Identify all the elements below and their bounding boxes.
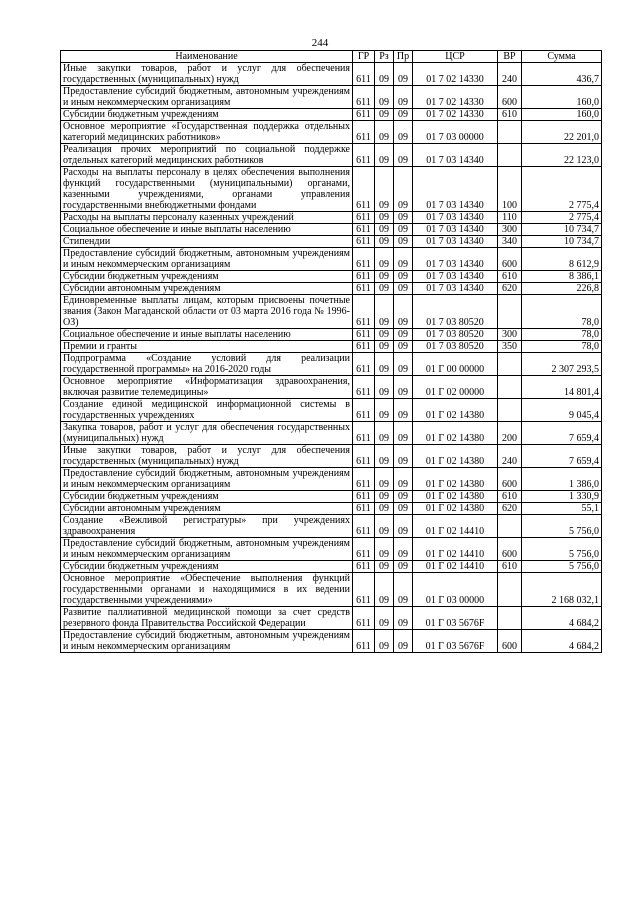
cell-vr: 610 bbox=[498, 561, 522, 573]
cell-name: Реализация прочих мероприятий по социальной поддержке отдельных категорий медицинских работников bbox=[61, 144, 353, 167]
cell-vr: 610 bbox=[498, 109, 522, 121]
cell-gr: 611 bbox=[353, 283, 375, 295]
cell-sum: 4 684,2 bbox=[522, 630, 602, 653]
cell-sum: 2 307 293,5 bbox=[522, 353, 602, 376]
cell-name: Субсидии автономным учреждениям bbox=[61, 503, 353, 515]
cell-rz: 09 bbox=[375, 121, 394, 144]
cell-pr: 09 bbox=[394, 236, 413, 248]
cell-sum: 22 201,0 bbox=[522, 121, 602, 144]
table-row bbox=[61, 63, 602, 86]
table-row bbox=[61, 630, 602, 653]
cell-gr: 611 bbox=[353, 573, 375, 607]
cell-vr: 300 bbox=[498, 329, 522, 341]
cell-gr: 611 bbox=[353, 167, 375, 212]
cell-csr: 01 Г 02 14380 bbox=[413, 422, 498, 445]
cell-gr: 611 bbox=[353, 329, 375, 341]
cell-pr: 09 bbox=[394, 445, 413, 468]
cell-vr: 610 bbox=[498, 271, 522, 283]
cell-pr: 09 bbox=[394, 63, 413, 86]
cell-gr: 611 bbox=[353, 630, 375, 653]
table-row bbox=[61, 399, 602, 422]
cell-csr: 01 Г 02 14410 bbox=[413, 538, 498, 561]
cell-rz: 09 bbox=[375, 503, 394, 515]
cell-name: Иные закупки товаров, работ и услуг для обеспечения государственных (муниципальных) нужд bbox=[61, 445, 353, 468]
cell-sum: 1 330,9 bbox=[522, 491, 602, 503]
table-row bbox=[61, 607, 602, 630]
cell-rz: 09 bbox=[375, 491, 394, 503]
page-number: 244 bbox=[311, 37, 329, 49]
cell-gr: 611 bbox=[353, 468, 375, 491]
column-header-sum: Сумма bbox=[522, 51, 602, 63]
cell-vr: 600 bbox=[498, 630, 522, 653]
table-row bbox=[61, 468, 602, 491]
table-row bbox=[61, 561, 602, 573]
cell-rz: 09 bbox=[375, 109, 394, 121]
table-row bbox=[61, 86, 602, 109]
cell-rz: 09 bbox=[375, 144, 394, 167]
cell-sum: 78,0 bbox=[522, 329, 602, 341]
cell-gr: 611 bbox=[353, 109, 375, 121]
cell-vr bbox=[498, 515, 522, 538]
cell-pr: 09 bbox=[394, 212, 413, 224]
cell-sum: 5 756,0 bbox=[522, 561, 602, 573]
cell-pr: 09 bbox=[394, 224, 413, 236]
cell-csr: 01 7 02 14330 bbox=[413, 109, 498, 121]
cell-vr bbox=[498, 399, 522, 422]
cell-rz: 09 bbox=[375, 224, 394, 236]
table-row bbox=[61, 167, 602, 212]
cell-vr bbox=[498, 144, 522, 167]
cell-name: Субсидии бюджетным учреждениям bbox=[61, 109, 353, 121]
cell-sum: 8 386,1 bbox=[522, 271, 602, 283]
cell-rz: 09 bbox=[375, 212, 394, 224]
cell-gr: 611 bbox=[353, 607, 375, 630]
cell-rz: 09 bbox=[375, 573, 394, 607]
cell-name: Развитие паллиативной медицинской помощи за счет средств резервного фонда Правительства Российской Федерации bbox=[61, 607, 353, 630]
column-header-pr: Пр bbox=[394, 51, 413, 63]
cell-rz: 09 bbox=[375, 422, 394, 445]
cell-name: Единовременные выплаты лицам, которым присвоены почетные звания (Закон Магаданской области от 03 марта 2016 года № 1996-ОЗ) bbox=[61, 295, 353, 329]
cell-csr: 01 7 03 14340 bbox=[413, 212, 498, 224]
cell-vr: 620 bbox=[498, 283, 522, 295]
table-row bbox=[61, 236, 602, 248]
table-row bbox=[61, 515, 602, 538]
cell-pr: 09 bbox=[394, 503, 413, 515]
cell-sum: 4 684,2 bbox=[522, 607, 602, 630]
cell-name: Субсидии бюджетным учреждениям bbox=[61, 561, 353, 573]
cell-vr bbox=[498, 607, 522, 630]
cell-pr: 09 bbox=[394, 271, 413, 283]
cell-sum: 14 801,4 bbox=[522, 376, 602, 399]
budget-table bbox=[60, 50, 602, 653]
cell-pr: 09 bbox=[394, 295, 413, 329]
cell-rz: 09 bbox=[375, 236, 394, 248]
table-header-row bbox=[61, 51, 602, 63]
cell-rz: 09 bbox=[375, 167, 394, 212]
cell-gr: 611 bbox=[353, 376, 375, 399]
cell-csr: 01 7 03 80520 bbox=[413, 329, 498, 341]
cell-pr: 09 bbox=[394, 468, 413, 491]
cell-vr: 350 bbox=[498, 341, 522, 353]
cell-sum: 160,0 bbox=[522, 86, 602, 109]
cell-gr: 611 bbox=[353, 491, 375, 503]
cell-pr: 09 bbox=[394, 515, 413, 538]
table-row bbox=[61, 121, 602, 144]
cell-name: Основное мероприятие «Государственная поддержка отдельных категорий медицинских работников» bbox=[61, 121, 353, 144]
table-row bbox=[61, 491, 602, 503]
cell-pr: 09 bbox=[394, 607, 413, 630]
cell-rz: 09 bbox=[375, 63, 394, 86]
cell-vr bbox=[498, 376, 522, 399]
cell-csr: 01 Г 02 14380 bbox=[413, 445, 498, 468]
cell-gr: 611 bbox=[353, 561, 375, 573]
cell-sum: 78,0 bbox=[522, 295, 602, 329]
cell-vr: 240 bbox=[498, 445, 522, 468]
cell-sum: 9 045,4 bbox=[522, 399, 602, 422]
cell-sum: 8 612,9 bbox=[522, 248, 602, 271]
cell-pr: 09 bbox=[394, 538, 413, 561]
cell-csr: 01 7 03 14340 bbox=[413, 167, 498, 212]
cell-rz: 09 bbox=[375, 561, 394, 573]
cell-name: Субсидии бюджетным учреждениям bbox=[61, 271, 353, 283]
cell-gr: 611 bbox=[353, 236, 375, 248]
cell-sum: 1 386,0 bbox=[522, 468, 602, 491]
cell-name: Предоставление субсидий бюджетным, автономным учреждениям и иным некоммерческим организациям bbox=[61, 630, 353, 653]
cell-rz: 09 bbox=[375, 341, 394, 353]
cell-name: Предоставление субсидий бюджетным, автономным учреждениям и иным некоммерческим организациям bbox=[61, 538, 353, 561]
cell-pr: 09 bbox=[394, 491, 413, 503]
cell-pr: 09 bbox=[394, 109, 413, 121]
cell-vr: 600 bbox=[498, 468, 522, 491]
cell-gr: 611 bbox=[353, 248, 375, 271]
cell-csr: 01 Г 00 00000 bbox=[413, 353, 498, 376]
cell-csr: 01 Г 02 14410 bbox=[413, 515, 498, 538]
cell-rz: 09 bbox=[375, 607, 394, 630]
cell-csr: 01 Г 02 14380 bbox=[413, 468, 498, 491]
cell-rz: 09 bbox=[375, 283, 394, 295]
cell-gr: 611 bbox=[353, 212, 375, 224]
column-header-name: Наименование bbox=[61, 51, 353, 63]
cell-gr: 611 bbox=[353, 445, 375, 468]
column-header-gr: ГР bbox=[353, 51, 375, 63]
cell-name: Социальное обеспечение и иные выплаты населению bbox=[61, 329, 353, 341]
cell-rz: 09 bbox=[375, 515, 394, 538]
cell-pr: 09 bbox=[394, 573, 413, 607]
cell-sum: 10 734,7 bbox=[522, 236, 602, 248]
table-row bbox=[61, 422, 602, 445]
cell-sum: 2 775,4 bbox=[522, 167, 602, 212]
table-row bbox=[61, 248, 602, 271]
column-header-vr: ВР bbox=[498, 51, 522, 63]
cell-gr: 611 bbox=[353, 121, 375, 144]
cell-pr: 09 bbox=[394, 86, 413, 109]
cell-csr: 01 Г 02 14380 bbox=[413, 503, 498, 515]
cell-name: Закупка товаров, работ и услуг для обеспечения государственных (муниципальных) нужд bbox=[61, 422, 353, 445]
cell-vr bbox=[498, 295, 522, 329]
cell-name: Стипендии bbox=[61, 236, 353, 248]
cell-name: Расходы на выплаты персоналу казенных учреждений bbox=[61, 212, 353, 224]
cell-vr: 600 bbox=[498, 538, 522, 561]
table-row bbox=[61, 295, 602, 329]
cell-sum: 22 123,0 bbox=[522, 144, 602, 167]
cell-gr: 611 bbox=[353, 63, 375, 86]
table-row bbox=[61, 283, 602, 295]
cell-sum: 7 659,4 bbox=[522, 445, 602, 468]
table-row bbox=[61, 573, 602, 607]
table-row bbox=[61, 341, 602, 353]
cell-gr: 611 bbox=[353, 144, 375, 167]
cell-gr: 611 bbox=[353, 422, 375, 445]
cell-name: Создание «Вежливой регистратуры» при учреждениях здравоохранения bbox=[61, 515, 353, 538]
column-header-csr: ЦСР bbox=[413, 51, 498, 63]
cell-gr: 611 bbox=[353, 224, 375, 236]
cell-sum: 5 756,0 bbox=[522, 515, 602, 538]
cell-pr: 09 bbox=[394, 341, 413, 353]
cell-vr: 300 bbox=[498, 224, 522, 236]
cell-vr: 620 bbox=[498, 503, 522, 515]
cell-csr: 01 Г 02 14380 bbox=[413, 399, 498, 422]
cell-csr: 01 7 03 14340 bbox=[413, 144, 498, 167]
cell-pr: 09 bbox=[394, 353, 413, 376]
cell-name: Создание единой медицинской информационной системы в государственных учреждениях bbox=[61, 399, 353, 422]
table-row bbox=[61, 329, 602, 341]
cell-name: Субсидии бюджетным учреждениям bbox=[61, 491, 353, 503]
cell-csr: 01 Г 03 5676F bbox=[413, 607, 498, 630]
cell-name: Социальное обеспечение и иные выплаты населению bbox=[61, 224, 353, 236]
cell-rz: 09 bbox=[375, 376, 394, 399]
cell-rz: 09 bbox=[375, 353, 394, 376]
cell-gr: 611 bbox=[353, 503, 375, 515]
cell-rz: 09 bbox=[375, 538, 394, 561]
cell-csr: 01 Г 02 14410 bbox=[413, 561, 498, 573]
cell-sum: 2 168 032,1 bbox=[522, 573, 602, 607]
cell-vr: 200 bbox=[498, 422, 522, 445]
cell-sum: 7 659,4 bbox=[522, 422, 602, 445]
cell-pr: 09 bbox=[394, 248, 413, 271]
cell-vr bbox=[498, 121, 522, 144]
cell-csr: 01 7 03 14340 bbox=[413, 224, 498, 236]
cell-csr: 01 Г 02 14380 bbox=[413, 491, 498, 503]
cell-sum: 2 775,4 bbox=[522, 212, 602, 224]
table-row bbox=[61, 144, 602, 167]
cell-rz: 09 bbox=[375, 248, 394, 271]
table-row bbox=[61, 445, 602, 468]
cell-csr: 01 Г 03 00000 bbox=[413, 573, 498, 607]
table-row bbox=[61, 503, 602, 515]
cell-vr: 110 bbox=[498, 212, 522, 224]
cell-sum: 160,0 bbox=[522, 109, 602, 121]
cell-sum: 55,1 bbox=[522, 503, 602, 515]
cell-rz: 09 bbox=[375, 630, 394, 653]
cell-gr: 611 bbox=[353, 515, 375, 538]
cell-gr: 611 bbox=[353, 86, 375, 109]
cell-rz: 09 bbox=[375, 86, 394, 109]
cell-name: Предоставление субсидий бюджетным, автономным учреждениям и иным некоммерческим организациям bbox=[61, 468, 353, 491]
column-header-rz: Рз bbox=[375, 51, 394, 63]
cell-csr: 01 7 03 00000 bbox=[413, 121, 498, 144]
cell-sum: 436,7 bbox=[522, 63, 602, 86]
cell-vr: 100 bbox=[498, 167, 522, 212]
cell-gr: 611 bbox=[353, 295, 375, 329]
cell-pr: 09 bbox=[394, 422, 413, 445]
cell-gr: 611 bbox=[353, 341, 375, 353]
table-row bbox=[61, 224, 602, 236]
cell-pr: 09 bbox=[394, 399, 413, 422]
cell-rz: 09 bbox=[375, 399, 394, 422]
cell-sum: 5 756,0 bbox=[522, 538, 602, 561]
cell-gr: 611 bbox=[353, 353, 375, 376]
cell-pr: 09 bbox=[394, 121, 413, 144]
cell-pr: 09 bbox=[394, 144, 413, 167]
table-body bbox=[61, 63, 602, 653]
table-row bbox=[61, 212, 602, 224]
cell-name: Субсидии автономным учреждениям bbox=[61, 283, 353, 295]
cell-sum: 10 734,7 bbox=[522, 224, 602, 236]
cell-csr: 01 7 03 14340 bbox=[413, 248, 498, 271]
cell-name: Предоставление субсидий бюджетным, автономным учреждениям и иным некоммерческим организациям bbox=[61, 86, 353, 109]
cell-rz: 09 bbox=[375, 271, 394, 283]
cell-csr: 01 7 03 80520 bbox=[413, 341, 498, 353]
cell-csr: 01 7 03 14340 bbox=[413, 283, 498, 295]
cell-pr: 09 bbox=[394, 167, 413, 212]
cell-name: Расходы на выплаты персоналу в целях обеспечения выполнения функций государственными (муниципальными) органами, казенными учреждениями, органами управления государственными внебюджетными фондами bbox=[61, 167, 353, 212]
cell-name: Предоставление субсидий бюджетным, автономным учреждениям и иным некоммерческим организациям bbox=[61, 248, 353, 271]
cell-csr: 01 7 03 80520 bbox=[413, 295, 498, 329]
cell-rz: 09 bbox=[375, 329, 394, 341]
cell-gr: 611 bbox=[353, 538, 375, 561]
cell-csr: 01 Г 03 5676F bbox=[413, 630, 498, 653]
cell-csr: 01 7 03 14340 bbox=[413, 236, 498, 248]
cell-csr: 01 7 03 14340 bbox=[413, 271, 498, 283]
cell-vr: 240 bbox=[498, 63, 522, 86]
cell-rz: 09 bbox=[375, 445, 394, 468]
cell-csr: 01 7 02 14330 bbox=[413, 63, 498, 86]
table-row bbox=[61, 376, 602, 399]
cell-vr bbox=[498, 573, 522, 607]
cell-pr: 09 bbox=[394, 561, 413, 573]
cell-name: Премии и гранты bbox=[61, 341, 353, 353]
cell-gr: 611 bbox=[353, 399, 375, 422]
cell-name: Основное мероприятие «Информатизация здравоохранения, включая развитие телемедицины» bbox=[61, 376, 353, 399]
table-row bbox=[61, 271, 602, 283]
cell-pr: 09 bbox=[394, 283, 413, 295]
cell-sum: 226,8 bbox=[522, 283, 602, 295]
table-row bbox=[61, 353, 602, 376]
cell-pr: 09 bbox=[394, 376, 413, 399]
cell-csr: 01 Г 02 00000 bbox=[413, 376, 498, 399]
cell-vr bbox=[498, 353, 522, 376]
cell-name: Иные закупки товаров, работ и услуг для обеспечения государственных (муниципальных) нужд bbox=[61, 63, 353, 86]
cell-vr: 340 bbox=[498, 236, 522, 248]
cell-pr: 09 bbox=[394, 630, 413, 653]
cell-csr: 01 7 02 14330 bbox=[413, 86, 498, 109]
table-row bbox=[61, 538, 602, 561]
cell-vr: 610 bbox=[498, 491, 522, 503]
cell-vr: 600 bbox=[498, 248, 522, 271]
cell-sum: 78,0 bbox=[522, 341, 602, 353]
table-row bbox=[61, 109, 602, 121]
cell-rz: 09 bbox=[375, 295, 394, 329]
cell-pr: 09 bbox=[394, 329, 413, 341]
cell-name: Основное мероприятие «Обеспечение выполнения функций государственными органами и находящимися в их ведении государственными учреждениями» bbox=[61, 573, 353, 607]
cell-vr: 600 bbox=[498, 86, 522, 109]
cell-rz: 09 bbox=[375, 468, 394, 491]
cell-name: Подпрограмма «Создание условий для реализации государственной программы» на 2016-2020 годы bbox=[61, 353, 353, 376]
cell-gr: 611 bbox=[353, 271, 375, 283]
